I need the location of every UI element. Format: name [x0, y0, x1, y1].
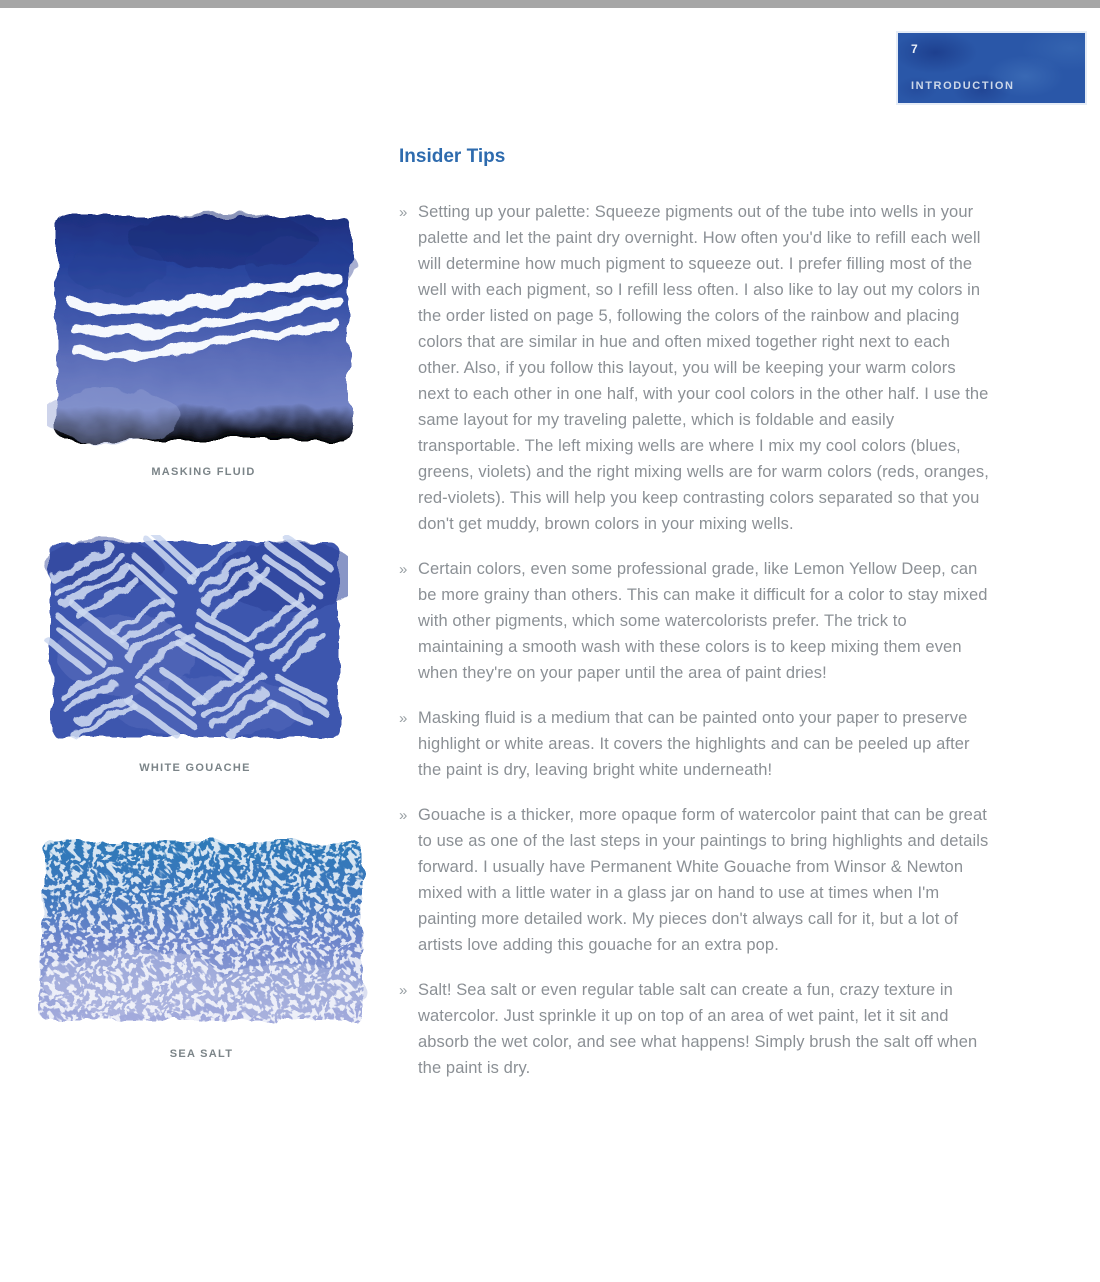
section-label: INTRODUCTION	[911, 80, 1015, 92]
tip-item	[399, 705, 991, 783]
page-header-badge	[898, 33, 1085, 103]
figure-white-gouache	[42, 535, 348, 774]
tip-bullet: »	[399, 982, 408, 999]
tip-bullet: »	[399, 204, 408, 221]
figure-caption-sea-salt: SEA SALT	[169, 1048, 234, 1060]
tip-bullet: »	[399, 807, 408, 824]
masking-fluid-swatch-image	[47, 208, 360, 448]
white-gouache-swatch-image	[42, 535, 348, 745]
figure-caption-white-gouache: WHITE GOUACHE	[139, 762, 251, 774]
tip-bullet: »	[399, 561, 408, 578]
tip-bullet: »	[399, 710, 408, 727]
top-edge-strip	[0, 0, 1100, 8]
tip-text: Masking fluid is a medium that can be painted onto your paper to preserve highlight or white areas. It covers the highlights and can be peeled up after the paint is dry, leaving bright white underneath!	[418, 709, 970, 779]
tip-text: Gouache is a thicker, more opaque form of watercolor paint that can be great to use as one of the last steps in your paintings to bring highlights and details forward. I usually have Permanent White Gouache from Winsor & Newton mixed with a little water in a glass jar on hand to use at times when I'm painting more detailed work. My pieces don't always call for it, but a lot of artists love adding this gouache for an extra pop.	[418, 806, 989, 954]
page-number: 7	[911, 42, 918, 56]
tip-text: Certain colors, even some professional grade, like Lemon Yellow Deep, can be more grainy than others. This can make it difficult for a color to stay mixed with other pigments, which some watercolorists prefer. The trick to maintaining a smooth wash with these colors is to keep mixing them even when they're on your paper until the area of paint dries!	[418, 560, 988, 682]
tip-item	[399, 802, 991, 958]
tip-item	[399, 199, 991, 537]
figure-caption-masking-fluid: MASKING FLUID	[151, 466, 256, 478]
tip-text: Salt! Sea salt or even regular table salt can create a fun, crazy texture in watercolor. Just sprinkle it up on top of an area of wet paint, let it sit and absorb the wet color, and see what happens! Simply brush the salt off when the paint is dry.	[418, 981, 978, 1077]
main-text-column	[399, 146, 991, 1100]
tip-item	[399, 977, 991, 1081]
page-title: Insider Tips	[399, 146, 506, 167]
sea-salt-swatch-image	[33, 833, 370, 1028]
tips-list	[399, 199, 991, 1081]
tip-text: Setting up your palette: Squeeze pigments out of the tube into wells in your palette and let the paint dry overnight. How often you'd like to refill each well will determine how much pigment to squeeze out. I prefer filling most of the well with each pigment, so I refill less often. I also like to lay out my colors in the order listed on page 5, following the colors of the rainbow and placing colors that are similar in hue and often mixed together right next to each other. Also, if you follow this layout, you will be keeping your warm colors next to each other in one half, with your cool colors in the other half. I use the same layout for my traveling palette, which is foldable and easily transportable. The left mixing wells are where I mix my cool colors (blues, greens, violets) and the right mixing wells are for warm colors (reds, oranges, red-violets). This will help you keep contrasting colors separated so that you don't get muddy, brown colors in your mixing wells.	[418, 203, 989, 533]
figure-masking-fluid	[47, 208, 360, 478]
figure-sea-salt	[33, 833, 370, 1060]
tip-item	[399, 556, 991, 686]
